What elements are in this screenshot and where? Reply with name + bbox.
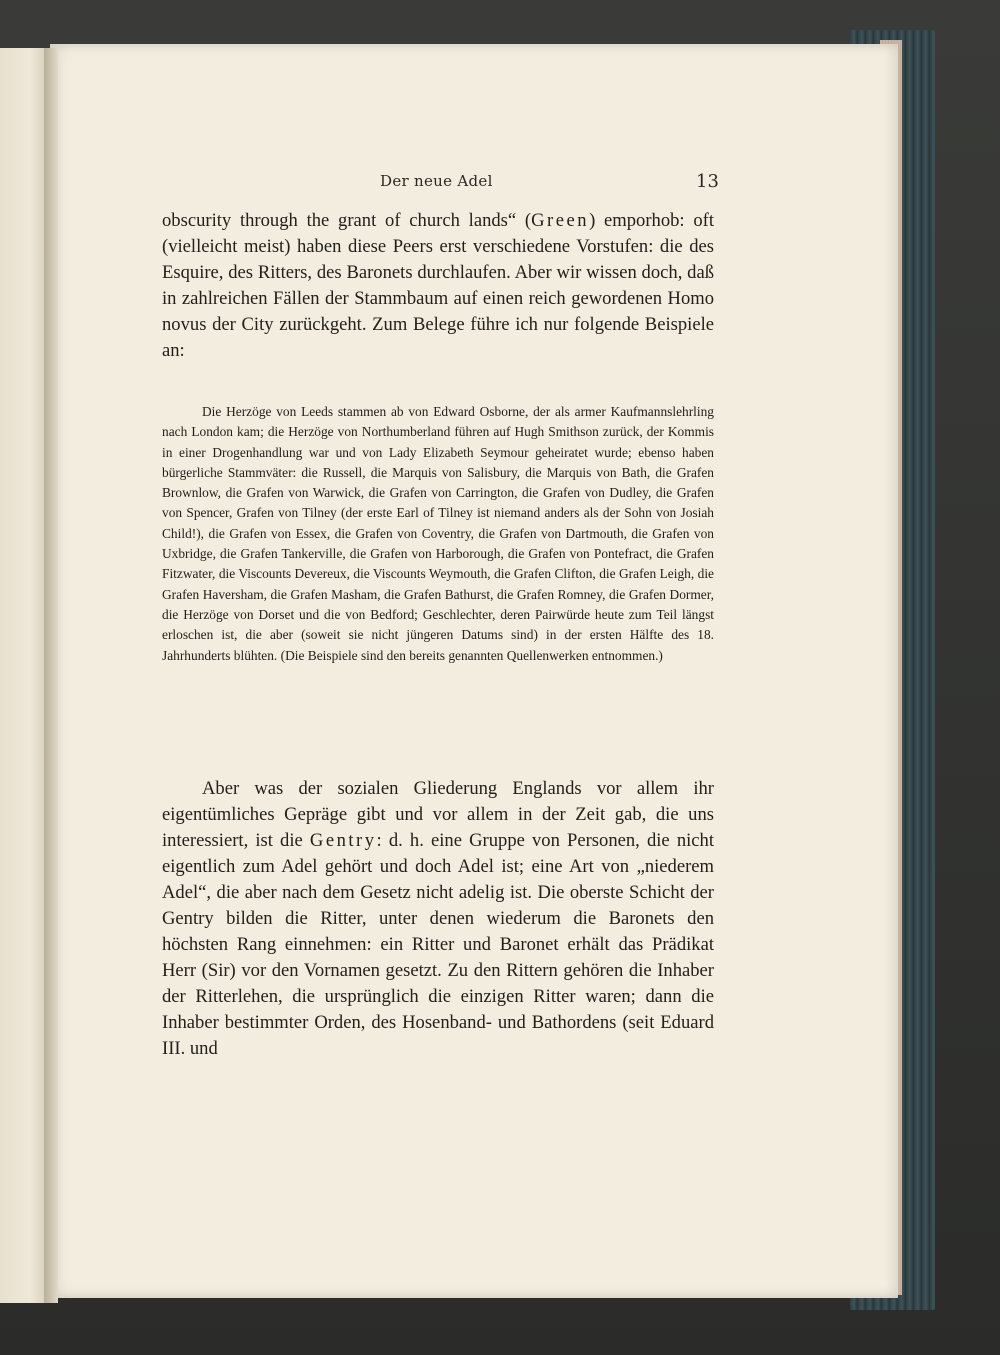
paragraph-2 bbox=[162, 776, 714, 1062]
page-number: 13 bbox=[696, 171, 719, 192]
paragraph-1 bbox=[162, 208, 714, 364]
spaced-name-green: Green bbox=[531, 210, 590, 231]
spaced-term-gentry: Gentry bbox=[309, 830, 377, 851]
paragraph-2-start: Aber was der sozialen Gliederung Englands vor allem ihr eigentümliches Gepräge gibt und vor allem in der Zeit gab, die uns interessiert, ist die bbox=[162, 778, 714, 851]
paragraph-2-rest: : d. h. eine Gruppe von Personen, die nicht eigentlich zum Adel gehört und doch Adel ist; eine Art von „niederem Adel“, die aber nach dem Gesetz nicht adelig ist. Die oberste Schicht der Gentry bilden die Ritter, unter denen wiederum die Baronets den höchsten Rang einnehmen: ein Ritter und Baronet erhält das Prädikat Herr (Sir) vor den Vornamen gesetzt. Zu den Rittern gehören die Inhaber der Ritterlehen, die ursprünglich die einzigen Ritter waren; dann die Inhaber bestimmter Orden, des Hosenband- und Bathordens (seit Eduard III. und bbox=[162, 830, 714, 1059]
running-title: Der neue Adel bbox=[380, 172, 493, 190]
facing-page-edge bbox=[0, 48, 50, 1303]
gutter-shadow bbox=[44, 48, 58, 1303]
paragraph-1-start: obscurity through the grant of church lands“ ( bbox=[162, 210, 532, 231]
footnote-block: Die Herzöge von Leeds stammen ab von Edward Osborne, der als armer Kaufmannslehrling nach London kam; die Herzöge von Northumberland führen auf Hugh Smithson zurück, der Kommis in einer Drogenhandlung war und von Lady Elizabeth Seymour geheiratet wurde; ebenso haben bürgerliche Stammväter: die Russell, die Marquis von Salisbury, die Marquis von Bath, die Grafen Brownlow, die Grafen von Warwick, die Grafen von Carrington, die Grafen von Dudley, die Grafen von Spencer, Grafen von Tilney (der erste Earl of Tilney ist niemand anders als der Sohn von Josiah Child!), die Grafen von Essex, die Grafen von Coventry, die Grafen von Dartmouth, die Grafen von Uxbridge, die Grafen Tankerville, die Grafen von Harborough, die Grafen von Pontefract, die Grafen Fitzwater, die Viscounts Devereux, die Viscounts Weymouth, die Grafen Clifton, die Grafen Leigh, die Grafen Haversham, die Grafen Masham, die Grafen Bathurst, die Grafen Romney, die Grafen Dormer, die Herzöge von Dorset und die von Bedford; Geschlechter, deren Pairwürde heute zum Teil längst erloschen ist, die aber (soweit sie nicht jüngeren Datums sind) in der ersten Hälfte des 18. Jahrhunderts blühten. (Die Beispiele sind den bereits genannten Quellenwerken entnommen.) bbox=[162, 404, 714, 663]
paragraph-1-rest: ) emporhob: oft (vielleicht meist) haben diese Peers erst verschiedene Vorstufen: die des Esquire, des Ritters, des Baronets durchlaufen. Aber wir wissen doch, daß in zahlreichen Fällen der Stammbaum auf einen reich gewordenen Homo novus der City zurückgeht. Zum Belege führe ich nur folgende Beispiele an: bbox=[162, 210, 715, 361]
